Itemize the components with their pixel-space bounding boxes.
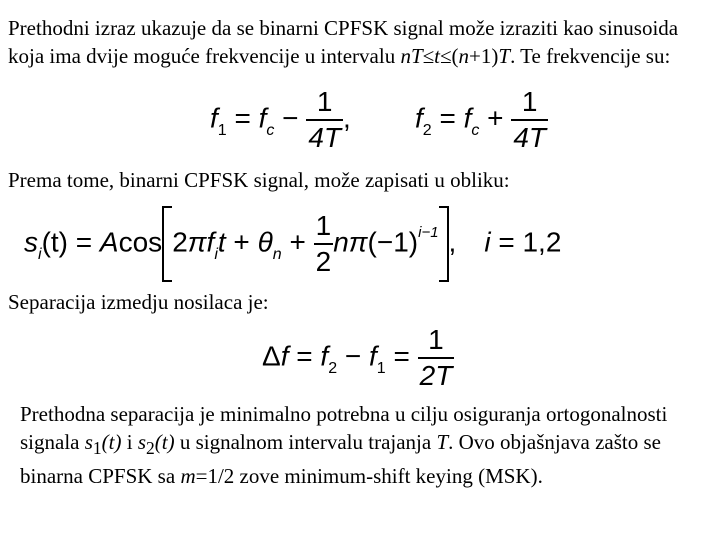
interval-plus-one: +1) <box>469 44 499 68</box>
paragraph-intro <box>8 14 708 70</box>
plus-sign: + <box>281 226 314 258</box>
s1-symbol: s <box>84 430 93 454</box>
amplitude: A <box>99 226 119 258</box>
right-bracket <box>439 206 449 282</box>
equals-sign: = <box>226 102 259 134</box>
minus-one: (−1) <box>367 226 419 258</box>
interval-n: n <box>458 44 470 68</box>
fraction <box>418 326 455 390</box>
intro-text: Prethodni izraz ukazuje da se binarni CPFSK signal može izraziti kao sinusoida koja ima dvije moguće frekvencije u intervalu <box>8 16 679 68</box>
s2-argument: (t) <box>154 430 175 454</box>
m-symbol: m <box>180 464 196 489</box>
subscript: n <box>272 246 282 264</box>
formula-delta-f <box>262 326 454 390</box>
interval-t: t <box>434 44 440 68</box>
s-symbol: s <box>24 226 38 258</box>
pi-symbol: π <box>187 226 207 258</box>
msk-mid: u signalnom intervalu trajanja <box>174 430 437 454</box>
formula-signal <box>24 206 561 282</box>
f-symbol: f <box>463 102 472 134</box>
two: 2 <box>172 226 188 258</box>
n-pi: nπ <box>333 226 368 258</box>
s1-argument: (t) <box>101 430 122 454</box>
interval-nT: nT <box>400 44 423 68</box>
delta-symbol: Δ <box>262 340 281 372</box>
interval-le-open: ≤( <box>440 44 459 68</box>
f-symbol: f <box>369 340 377 372</box>
subscript: 2 <box>328 360 338 378</box>
conjunction: i <box>121 430 138 454</box>
minus-sign: − <box>337 340 370 372</box>
index-values: = 1,2 <box>490 226 562 258</box>
numerator: 1 <box>428 324 444 355</box>
cos-function: cos <box>118 226 163 258</box>
paragraph-msk <box>20 400 710 490</box>
comma: , <box>448 226 457 258</box>
fraction <box>314 212 334 276</box>
left-bracket <box>162 206 172 282</box>
equals-sign: = <box>431 102 464 134</box>
numerator: 1 <box>521 86 538 117</box>
argument: (t) <box>41 226 68 258</box>
subscript: i <box>214 246 218 264</box>
subscript: i <box>38 246 42 264</box>
f-symbol: f <box>210 102 218 134</box>
numerator: 1 <box>315 210 332 241</box>
interval-le: ≤ <box>422 44 435 68</box>
formula-f2 <box>415 88 548 152</box>
denominator: 4T <box>513 122 546 153</box>
fraction <box>511 88 548 152</box>
paragraph-separation: Separacija izmedju nosilaca je: <box>8 290 269 314</box>
theta-symbol: θ <box>257 226 273 258</box>
subscript: c <box>471 122 480 140</box>
paragraph-signal-form: Prema tome, binarni CPFSK signal, može zapisati u obliku: <box>8 168 510 192</box>
denominator: 2 <box>315 246 332 277</box>
minus-sign: − <box>274 102 307 134</box>
t-symbol: t <box>217 226 226 258</box>
msk-lead: Prethodna separacija je minimalno potrebna u cilju osiguranja ortogonalnosti signala <box>20 402 668 454</box>
equals-sign: = <box>68 226 100 258</box>
equals-sign: = <box>385 340 418 372</box>
numerator: 1 <box>316 86 333 117</box>
s2-subscript: 2 <box>146 438 155 459</box>
s2-symbol: s <box>137 430 147 454</box>
T-symbol: T <box>436 430 449 454</box>
plus-sign: + <box>225 226 258 258</box>
f-symbol: f <box>280 340 289 372</box>
s1-subscript: 1 <box>92 438 102 459</box>
subscript: 1 <box>376 360 386 378</box>
f-symbol: f <box>320 340 329 372</box>
formula-f1 <box>210 88 351 152</box>
msk-tail: =1/2 zove minimum-shift keying (MSK). <box>195 464 543 489</box>
f-symbol: f <box>415 102 423 134</box>
f-symbol: f <box>206 226 215 258</box>
subscript: 1 <box>217 122 227 140</box>
denominator: 4T <box>308 122 341 153</box>
index-i: i <box>484 226 491 258</box>
f-symbol: f <box>258 102 267 134</box>
comma: , <box>343 102 351 134</box>
msk-mid2: . Ovo objašnjava zašto se binarna CPFSK sa <box>20 430 662 489</box>
equals-sign: = <box>288 340 321 372</box>
plus-sign: + <box>479 102 512 134</box>
subscript: c <box>266 122 275 140</box>
subscript: 2 <box>422 122 432 140</box>
intro-tail: . Te frekvencije su: <box>510 44 671 68</box>
exponent: i−1 <box>418 224 439 242</box>
denominator: 2T <box>419 360 453 391</box>
fraction <box>306 88 343 152</box>
interval-T: T <box>498 44 511 68</box>
